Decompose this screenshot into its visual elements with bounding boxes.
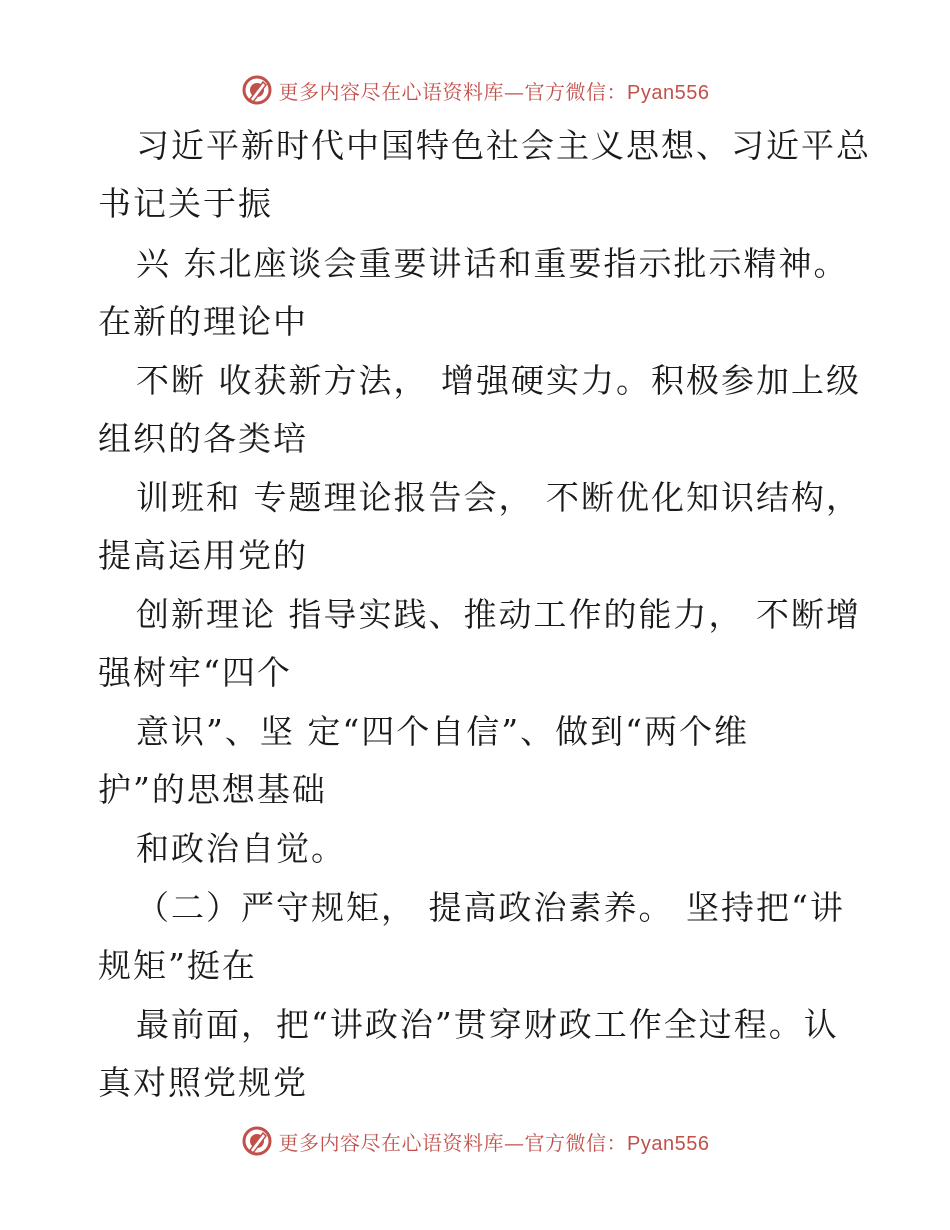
footer-banner-cn2: 官方微信： [524,1130,628,1155]
body-line: 在新的理论中 [98,302,308,341]
body-line: 意识”、坚 定“四个自信”、做到“两个维 [136,712,749,751]
body-line: 护”的思想基础 [98,770,327,809]
body-line: 和政治自觉。 [136,829,346,868]
body-line: 最前面，把“讲政治”贯穿财政工作全过程。认 [136,1005,839,1044]
header-banner-dash: — [504,79,525,104]
body-line: 真对照党规党 [98,1063,308,1102]
body-line: （二）严守规矩， 提高政治素养。 坚持把“讲 [136,888,845,927]
footer-banner-wechat-id: Pyan556 [627,1132,710,1155]
body-line: 不断 收获新方法， 增强硬实力。积极参加上级 [136,361,861,400]
header-banner-wechat-id: Pyan556 [627,81,710,104]
body-line: 习近平新时代中国特色社会主义思想、习近平总 [136,126,871,165]
brand-logo-icon [241,1125,273,1157]
body-line: 书记关于振 [98,184,273,223]
header-banner-cn2: 官方微信： [524,79,628,104]
body-line: 组织的各类培 [98,419,308,458]
body-line: 兴 东北座谈会重要讲话和重要指示批示精神。 [136,244,849,283]
body-line: 提高运用党的 [98,536,308,575]
header-banner-cn: 更多内容尽在心语资料库 [278,79,505,104]
body-line: 训班和 专题理论报告会， 不断优化知识结构， [136,478,861,517]
footer-banner [0,1121,950,1161]
footer-banner-dash: — [504,1130,525,1155]
body-line: 创新理论 指导实践、推动工作的能力， 不断增 [136,595,861,634]
body-line: 规矩”挺在 [98,946,257,985]
footer-banner-text [279,1127,710,1156]
body-line: 强树牢“四个 [98,653,292,692]
footer-banner-cn: 更多内容尽在心语资料库 [278,1130,505,1155]
